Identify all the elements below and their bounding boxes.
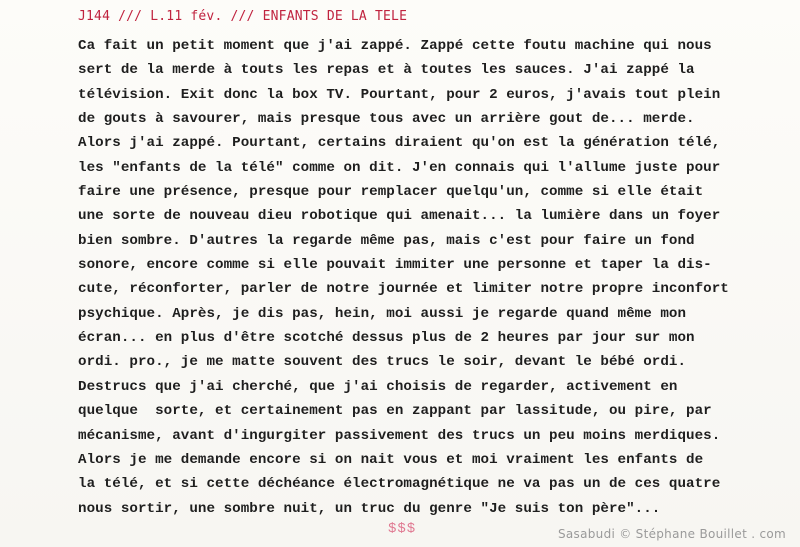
text-line: écran... en plus d'être scotché dessus plus de 2 heures par jour sur mon xyxy=(78,330,695,347)
entry-header: J144 /// L.11 fév. /// ENFANTS DE LA TELE xyxy=(78,9,408,24)
text-line: les "enfants de la télé" comme on dit. J'en connais qui l'allume juste pour xyxy=(78,159,721,176)
text-line: sert de la merde à touts les repas et à toutes les sauces. J'ai zappé la xyxy=(78,62,695,79)
text-line: Alors j'ai zappé. Pourtant, certains diraient qu'on est la génération télé, xyxy=(78,135,721,152)
text-line: psychique. Après, je dis pas, hein, moi aussi je regarde quand même mon xyxy=(78,305,687,322)
signature-mark: $$$ xyxy=(388,521,417,537)
text-line: télévision. Exit donc la box TV. Pourtant, pour 2 euros, j'avais tout plein xyxy=(78,86,721,103)
text-line: la télé, et si cette déchéance électromagnétique ne va pas un de ces quatre xyxy=(78,476,721,493)
text-line: quelque sorte, et certainement pas en zappant par lassitude, ou pire, par xyxy=(78,403,712,420)
text-line: bien sombre. D'autres la regarde même pas, mais c'est pour faire un fond xyxy=(78,232,695,249)
text-line: Destrucs que j'ai cherché, que j'ai choisis de regarder, activement en xyxy=(78,378,678,395)
copyright-watermark: Sasabudi © Stéphane Bouillet . com xyxy=(557,527,786,541)
text-line: faire une présence, presque pour remplacer quelqu'un, comme si elle était xyxy=(78,184,704,201)
typewritten-text xyxy=(78,34,778,521)
text-line: Alors je me demande encore si on nait vous et moi vraiment les enfants de xyxy=(78,451,704,468)
text-line: sonore, encore comme si elle pouvait immiter une personne et taper la dis- xyxy=(78,257,712,274)
text-line: de gouts à savourer, mais presque tous avec un arrière gout de... merde. xyxy=(78,111,695,128)
text-line: une sorte de nouveau dieu robotique qui amenait... la lumière dans un foyer xyxy=(78,208,721,225)
text-line: mécanisme, avant d'ingurgiter passivement des trucs un peu moins merdiques. xyxy=(78,427,721,444)
text-line: ordi. pro., je me matte souvent des trucs le soir, devant le bébé ordi. xyxy=(78,354,687,371)
text-line: Ca fait un petit moment que j'ai zappé. Zappé cette foutu machine qui nous xyxy=(78,38,712,54)
text-line: cute, réconforter, parler de notre journée et limiter notre propre inconfort xyxy=(78,281,729,298)
text-line: nous sortir, une sombre nuit, un truc du genre "Je suis ton père"... xyxy=(78,500,661,517)
